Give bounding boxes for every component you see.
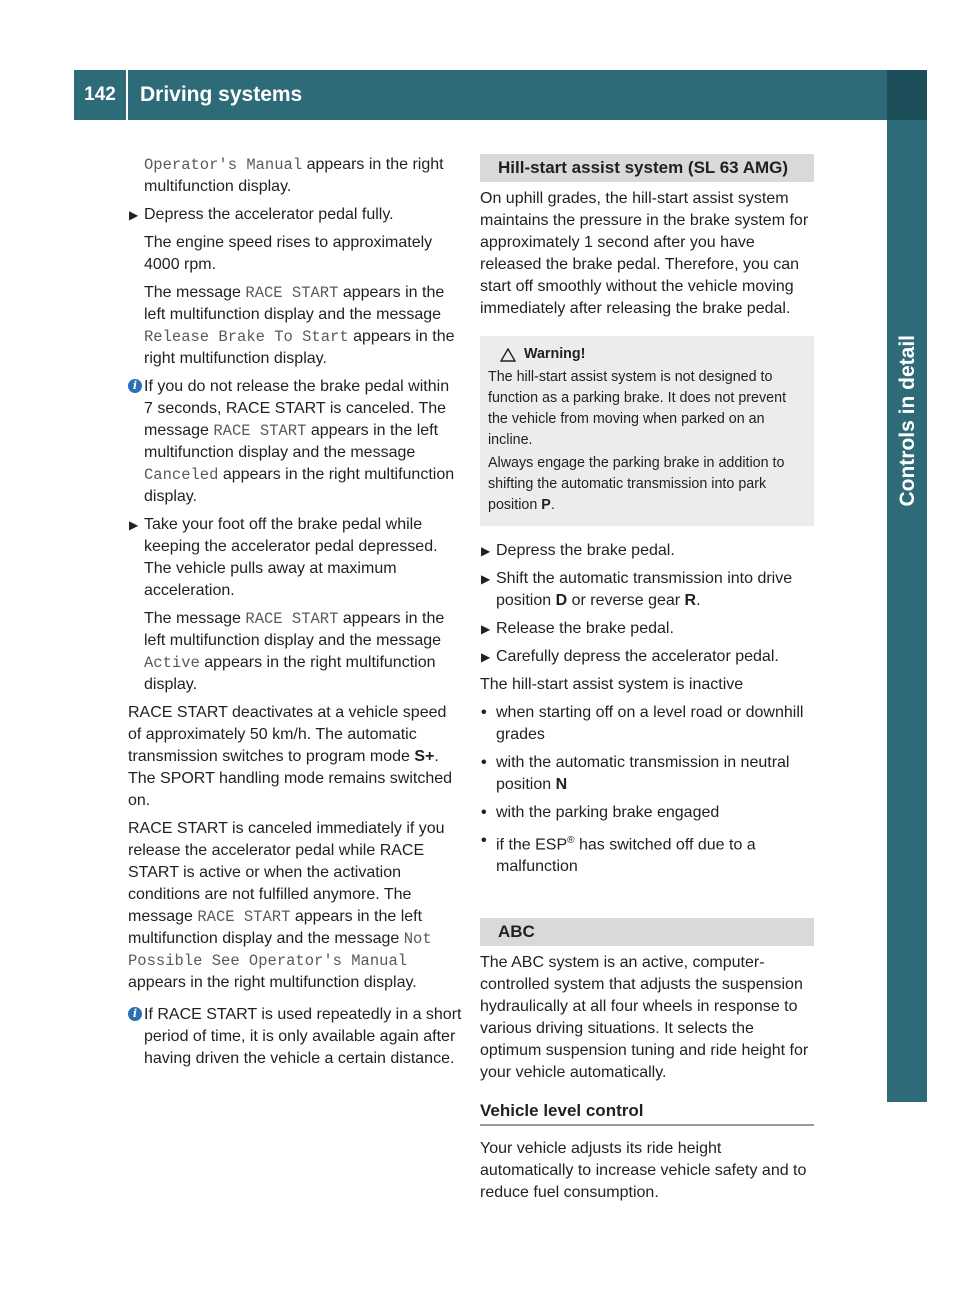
step-item: ▶︎ Carefully depress the accelerator pedal. <box>480 646 814 668</box>
paragraph: Operator's Manual appears in the right multifunction display. <box>144 156 444 195</box>
step-arrow-icon: ▶︎ <box>129 208 139 222</box>
info-note: i If RACE START is used repeatedly in a short period of time, it is only available again after having driven the vehicle a certain distance. <box>128 1004 462 1070</box>
section-heading-hill-start: Hill-start assist system (SL 63 AMG) <box>480 154 814 182</box>
paragraph: RACE START is canceled immediately if you release the accelerator pedal while RACE START is active or when the activation conditions are not fulfilled anymore. The message RACE START appears in the left multifunction display and the message Not Possible See Operator's Manual appears in the right multifunction display. <box>128 820 445 991</box>
step-arrow-icon: ▶︎ <box>481 622 491 636</box>
bullet-item: • when starting off on a level road or downhill grades <box>481 704 804 743</box>
warning-box: Warning! The hill-start assist system is not designed to function as a parking brake. It does not prevent the vehicle from moving when parked on an incline. Always engage the parking brake in addition to shifting the automatic transmission into park position P. <box>480 336 814 526</box>
paragraph: The hill-start assist system is inactive <box>480 676 744 693</box>
side-tab-bar <box>887 70 927 1102</box>
step-item: ▶︎ Shift the automatic transmission into drive position D or reverse gear R. <box>481 570 793 609</box>
header-separator <box>126 70 128 120</box>
paragraph: On uphill grades, the hill-start assist system maintains the pressure in the brake system for approximately 1 second after you have released the brake pedal. Therefore, you can start off smoothly without the vehicle moving immediately after releasing the brake pedal. <box>480 190 809 317</box>
paragraph: Your vehicle adjusts its ride height automatically to increase vehicle safety and to reduce fuel consumption. <box>480 1140 807 1202</box>
section-heading-abc: ABC <box>480 918 814 946</box>
step-item: ▶︎ Depress the brake pedal. <box>480 540 814 562</box>
warning-title: Warning! <box>488 344 806 365</box>
side-tab-label: Controls in detail <box>896 335 919 507</box>
info-icon: i <box>128 379 142 393</box>
bullet-item: • with the parking brake engaged <box>481 804 720 821</box>
step-item: ▶︎ Take your foot off the brake pedal while keeping the accelerator pedal depressed. The vehicle pulls away at maximum acceleration. The message RACE START appears in the left multifunction display and the message Active appears in the right multifunction display. <box>129 516 445 693</box>
step-arrow-icon: ▶︎ <box>481 544 491 558</box>
warning-triangle-icon <box>500 348 516 362</box>
bullet-item: • with the automatic transmission in neutral position N <box>481 754 790 793</box>
info-icon: i <box>128 1007 142 1021</box>
page-number: 142 <box>84 84 116 105</box>
paragraph: RACE START deactivates at a vehicle speed of approximately 50 km/h. The automatic transmission switches to program mode S+. The SPORT handling mode remains switched on. <box>128 704 453 809</box>
subheading-vehicle-level-control: Vehicle level control <box>480 1100 814 1126</box>
paragraph: The ABC system is an active, computer-controlled system that adjusts the suspension hydraulically at all four wheels in response to various driving situations. It selects the optimum suspension tuning and ride height for your vehicle automatically. <box>480 954 809 1082</box>
right-column <box>480 154 814 1210</box>
bullet-item: • if the ESP® has switched off due to a malfunction <box>481 832 756 876</box>
step-item: ▶︎ Depress the accelerator pedal fully. The engine speed rises to approximately 4000 rpm. The message RACE START appears in the left multifunction display and the message Release Brake To Start appears in the right multifunction display. <box>129 206 455 367</box>
info-note: i If you do not release the brake pedal within 7 seconds, RACE START is canceled. The message RACE START appears in the left multifunction display and the message Canceled appears in the right multifunction display. <box>128 376 462 508</box>
side-tab-corner <box>887 70 927 120</box>
step-arrow-icon: ▶︎ <box>129 518 139 532</box>
step-arrow-icon: ▶︎ <box>481 650 491 664</box>
left-column <box>128 154 462 1076</box>
section-title: Driving systems <box>140 83 303 106</box>
step-item: ▶︎ Release the brake pedal. <box>480 618 814 640</box>
step-arrow-icon: ▶︎ <box>481 572 491 586</box>
